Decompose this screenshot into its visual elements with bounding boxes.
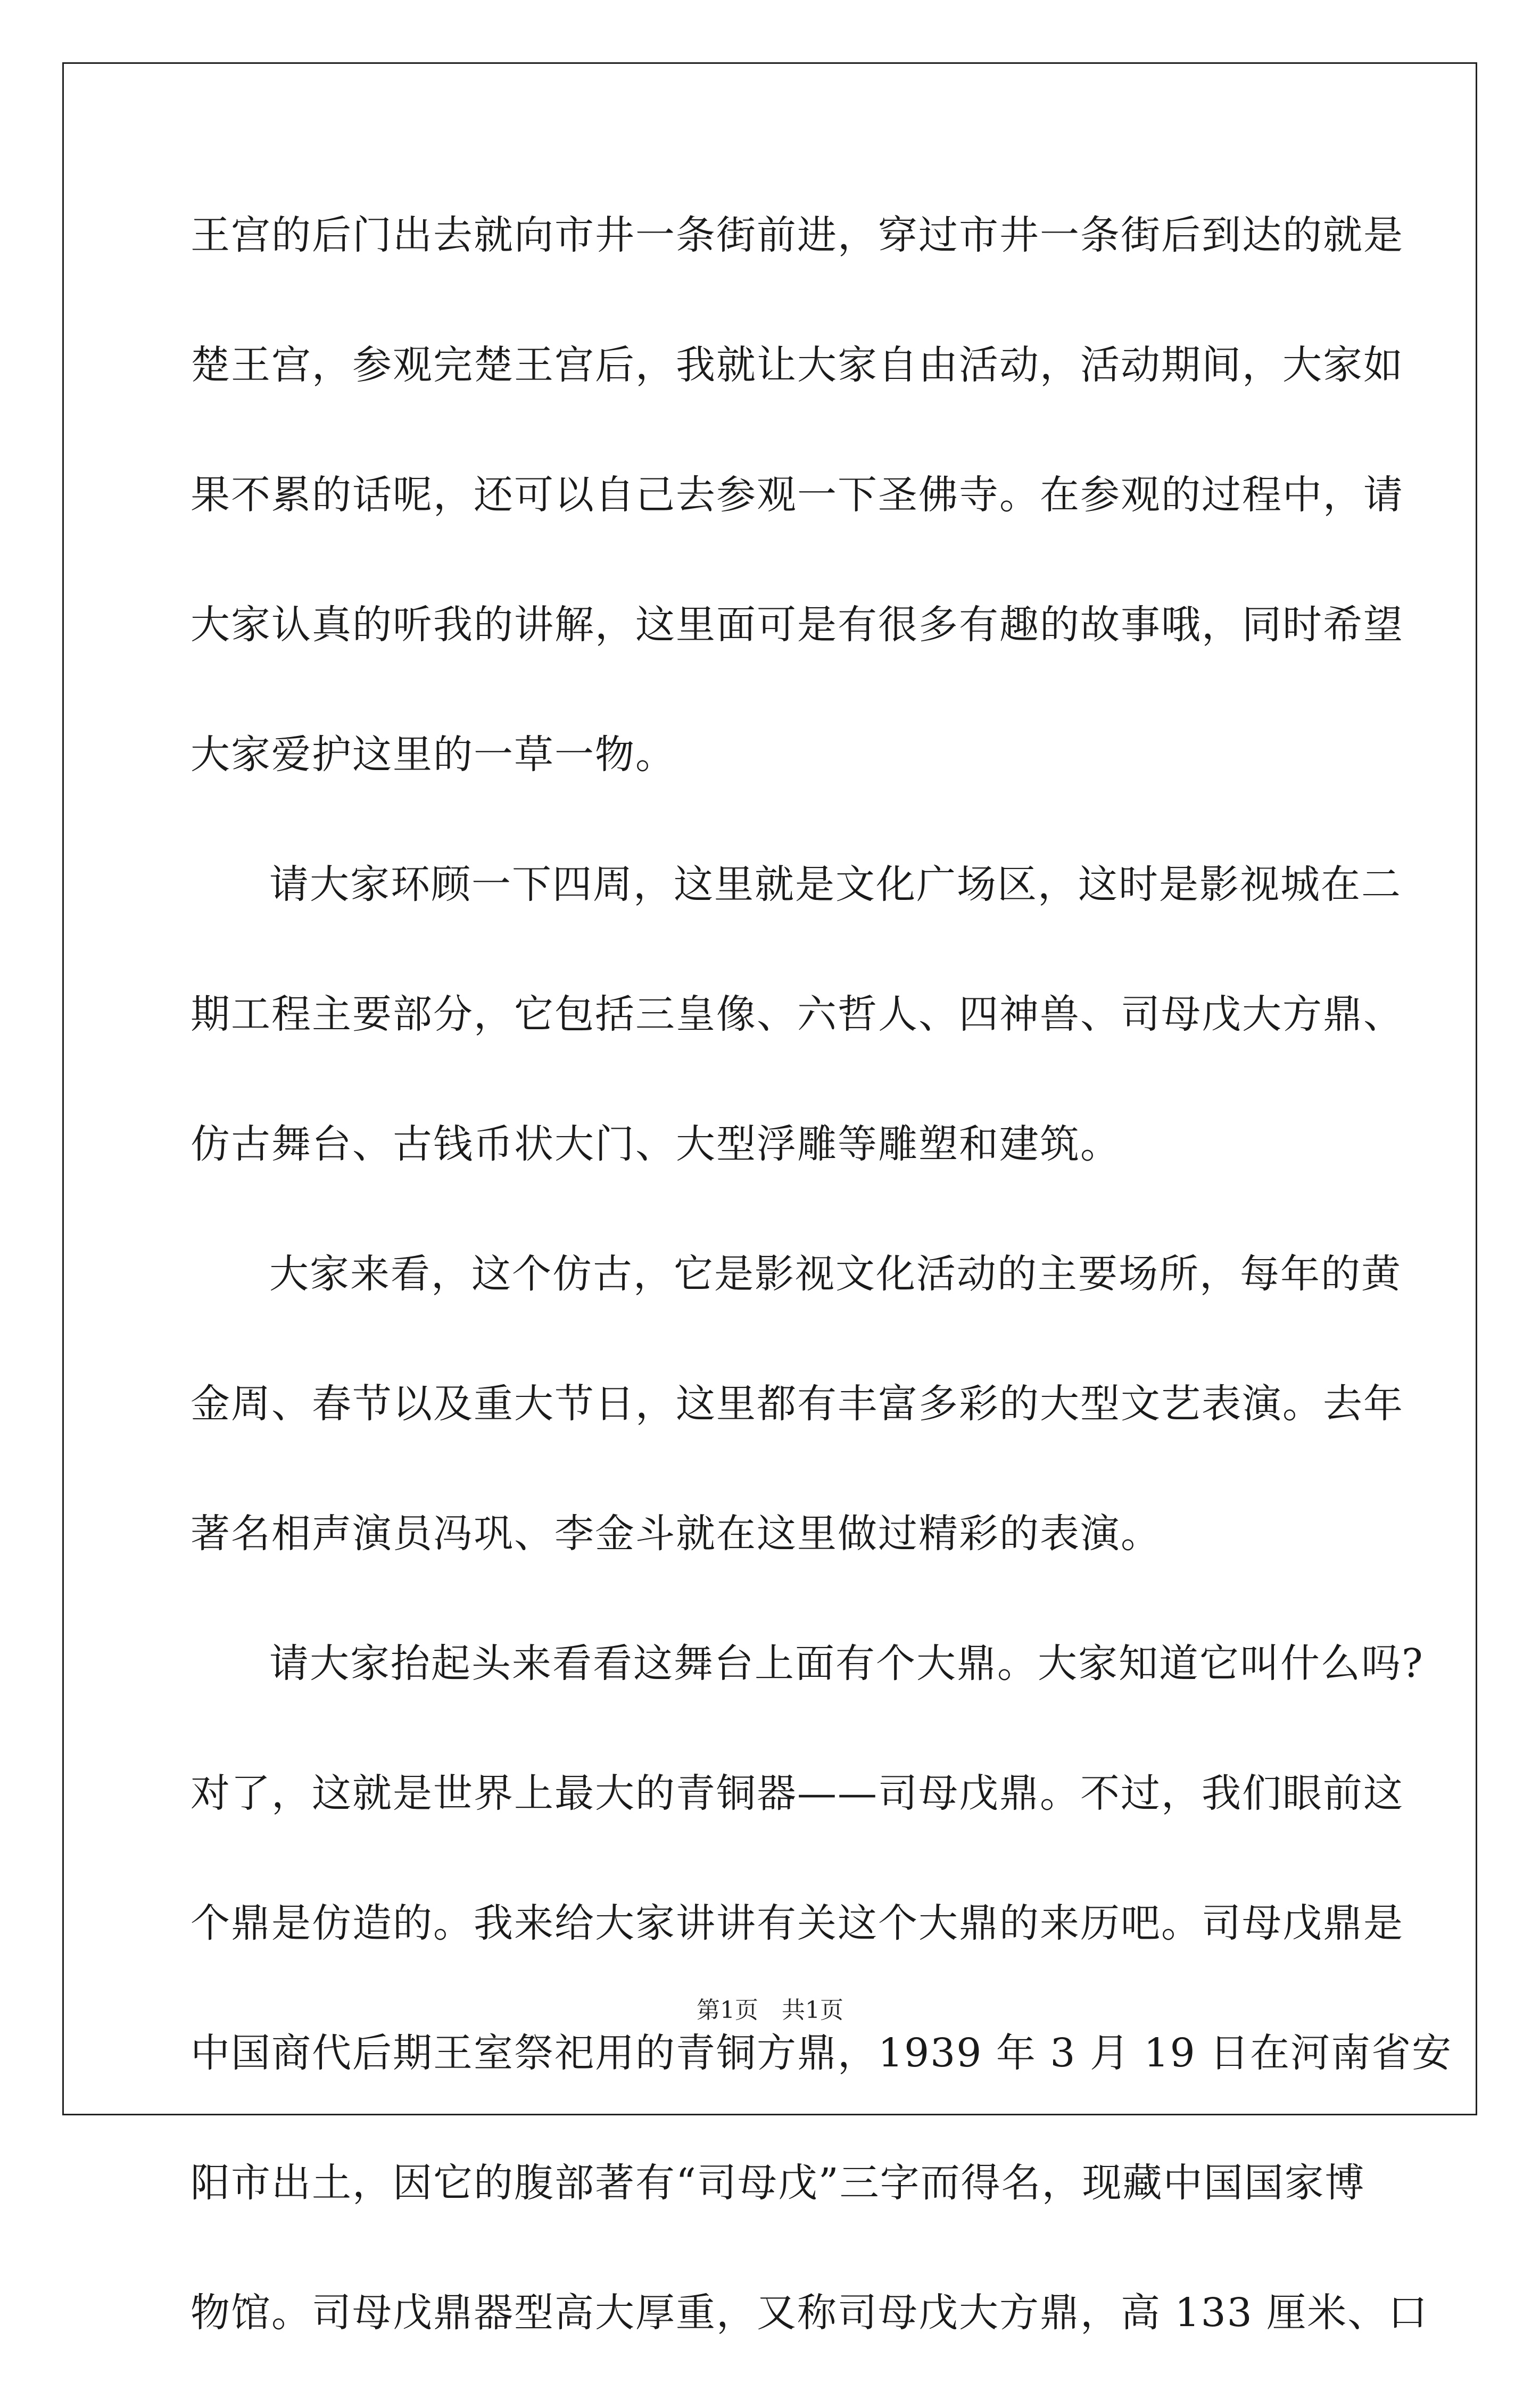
text-line: 中国商代后期王室祭祀用的青铜方鼎，1939 年 3 月 19 日在河南省安 [191, 2030, 1453, 2076]
text-line: 对了，这就是世界上最大的青铜器——司母戊鼎。不过，我们眼前这 [191, 1771, 1404, 1816]
text-line: 楚王宫，参观完楚王宫后，我就让大家自由活动，活动期间，大家如 [191, 342, 1404, 388]
text-line: 大家爱护这里的一草一物。 [191, 732, 676, 777]
text-line: 果不累的话呢，还可以自己去参观一下圣佛寺。在参观的过程中，请 [191, 472, 1404, 518]
text-line: 个鼎是仿造的。我来给大家讲讲有关这个大鼎的来历吧。司母戊鼎是 [191, 1900, 1404, 1946]
text-line: 请大家抬起头来看看这舞台上面有个大鼎。大家知道它叫什么吗? [269, 1641, 1424, 1686]
text-line: 金周、春节以及重大节日，这里都有丰富多彩的大型文艺表演。去年 [191, 1381, 1404, 1427]
text-line: 仿古舞台、古钱币状大门、大型浮雕等雕塑和建筑。 [191, 1121, 1121, 1167]
paragraph [191, 1230, 1404, 1620]
paragraph [191, 192, 1404, 841]
text-line: 大家认真的听我的讲解，这里面可是有很多有趣的故事哦，同时希望 [191, 602, 1404, 648]
text-line: 王宫的后门出去就向市井一条街前进，穿过市井一条街后到达的就是 [191, 212, 1404, 258]
text-line: 阳市出土，因它的腹部著有“司母戊”三字而得名，现藏中国国家博 [191, 2160, 1365, 2206]
text-line: 期工程主要部分，它包括三皇像、六哲人、四神兽、司母戊大方鼎、 [191, 991, 1404, 1037]
document-body [191, 192, 1453, 2399]
paragraph [191, 841, 1404, 1230]
text-line: 大家来看，这个仿古，它是影视文化活动的主要场所，每年的黄 [269, 1251, 1402, 1297]
text-line: 请大家环顾一下四周，这里就是文化广场区，这时是影视城在二 [269, 862, 1402, 907]
text-line: 物馆。司母戊鼎器型高大厚重，又称司母戊大方鼎，高 133 厘米、口 [191, 2290, 1429, 2336]
text-line: 著名相声演员冯巩、李金斗就在这里做过精彩的表演。 [191, 1511, 1161, 1557]
page-number-footer: 第1页 共1页 [697, 1997, 843, 2024]
